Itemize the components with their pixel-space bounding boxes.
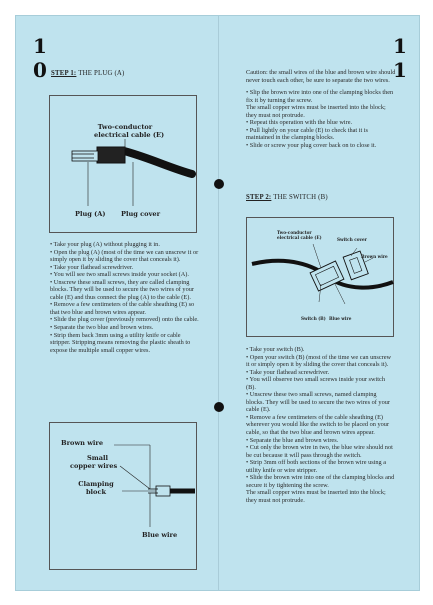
punch-hole-top xyxy=(214,179,224,189)
right-caution: Caution: the small wires of the blue and brown wire should never touch each other, be sure to separate the two wires. xyxy=(246,69,396,84)
clamp-figure xyxy=(49,422,197,570)
step1-code: (A) xyxy=(114,70,125,77)
left-instructions xyxy=(50,241,202,354)
plug-figure xyxy=(49,95,197,233)
fig2-copper-label xyxy=(70,454,118,470)
left-bullet-8: • Separate the two blue and brown wires. xyxy=(50,324,154,332)
center-fold xyxy=(218,16,219,590)
left-bullet-2: • Open the plug (A) (most of the time we can unscrew it or simply open it by sliding the cover that conceals it). xyxy=(50,248,199,264)
fig2-copper-text2: copper wires xyxy=(70,462,118,470)
left-bullet-9: • Strip them back 3mm using a utility knife or cable stripper. Stripping means removing the plastic sheath to expose the multiple small copper wires. xyxy=(50,331,191,354)
fig2-blue-label: Blue wire xyxy=(142,531,178,539)
brochure-sheet xyxy=(15,15,420,591)
fig3-cable-label xyxy=(277,230,322,240)
fig1-plug-label: Plug (A) xyxy=(75,210,106,218)
page-number-right-text: 1 1 xyxy=(393,34,407,82)
fig3-cable-text1: Two-conductor xyxy=(277,230,312,235)
right-intro-2: The small copper wires must be inserted into the block; they must not protrude. xyxy=(246,104,386,119)
step1-heading xyxy=(51,70,125,78)
fig2-clamp-text1: Clamping xyxy=(78,480,114,488)
step2-label: STEP 2: xyxy=(246,194,272,201)
fig1-cable-text2: electrical cable (E) xyxy=(94,131,165,139)
fig2-copper-text1: Small xyxy=(86,454,108,462)
fig1-cover-label: Plug cover xyxy=(121,210,161,218)
right-intro-3: • Repeat this operation with the blue wire. xyxy=(246,119,353,127)
right-intro-1: • Slip the brown wire into one of the clamping blocks then fix it by turning the screw. xyxy=(246,89,394,104)
fig3-blue-label: Blue wire xyxy=(329,316,352,321)
right-intro xyxy=(246,69,396,149)
right-intro-5: • Slide or screw your plug cover back on to close it. xyxy=(246,141,377,149)
right-bullet-7: • Separate the blue and brown wires. xyxy=(246,436,339,444)
left-bullet-1: • Take your plug (A) without plugging it in. xyxy=(50,241,160,248)
right-bullet-6: • Remove a few centimeters of the cable sheathing (E) wherever you would like the switch to be placed on your cable, so that the two blue and brown wires appear. xyxy=(246,413,390,437)
fig3-switch-label: Switch (B) xyxy=(301,316,326,321)
right-instructions xyxy=(246,346,396,504)
right-bullet-5: • Unscrew these two small screws, named clamping blocks. They will be used to secure the two wires of your cable (E). xyxy=(246,391,390,414)
fig2-clamp-text2: block xyxy=(85,488,107,496)
step2-code: (B) xyxy=(318,194,328,201)
left-bullet-3: • Take your flathead screwdriver. xyxy=(50,263,134,271)
right-bullet-1: • Take your switch (B). xyxy=(246,346,305,353)
right-bullet-11: The small copper wires must be inserted into the block; they must not protrude. xyxy=(246,489,386,504)
fig2-brown-label: Brown wire xyxy=(61,439,104,447)
fig1-cable-text1: Two-conductor xyxy=(97,123,153,131)
right-bullet-9: • Strip 3mm off both sections of the brown wire using a utility knife or wire stripper. xyxy=(246,459,387,474)
left-bullet-5: • Unscrew these small screws, they are called clamping blocks. They will be used to secure the two wires of your cable (E) and thus connect the plug (A) to the cable (E). xyxy=(50,278,194,301)
fig3-cover-label: Switch cover xyxy=(337,237,367,242)
right-bullet-2: • Open your switch (B) (most of the time we can unscrew it or simply open it by sliding the cover that conceals it). xyxy=(246,353,392,369)
fig3-brown-label: Brown wire xyxy=(361,254,388,259)
fig1-cable-label xyxy=(94,123,165,139)
page-number-left xyxy=(30,34,50,82)
right-bullet-4: • You will observe two small screws inside your switch (B). xyxy=(246,376,385,391)
left-bullet-4: • You will see two small screws inside your socket (A). xyxy=(50,271,189,279)
right-bullet-8: • Cut only the brown wire in two, the blue wire should not be cut because it will pass through the switch. xyxy=(246,444,393,459)
step2-heading xyxy=(246,194,328,202)
right-intro-4: • Pull lightly on your cable (E) to check that it is maintained in the clamping blocks. xyxy=(246,126,368,142)
right-bullet-3: • Take your flathead screwdriver. xyxy=(246,368,330,376)
left-bullet-7: • Slide the plug cover (previously removed) onto the cable. xyxy=(50,316,199,324)
page-number-left-text: 1 0 xyxy=(33,34,47,82)
step1-title: THE PLUG xyxy=(78,70,113,77)
step2-title: THE SWITCH xyxy=(273,194,317,201)
step1-label: STEP 1: xyxy=(51,70,77,77)
fig2-clamp-label xyxy=(76,480,116,496)
fig3-cable-text2: electrical cable (E) xyxy=(277,235,322,240)
right-bullet-10: • Slide the brown wire into one of the clamping blocks and secure it by tightening the screw. xyxy=(246,474,395,489)
switch-figure xyxy=(246,217,394,337)
left-bullet-6: • Remove a few centimeters of the cable sheathing (E) so that two blue and brown wires appear. xyxy=(50,301,195,316)
punch-hole-bottom xyxy=(214,402,224,412)
